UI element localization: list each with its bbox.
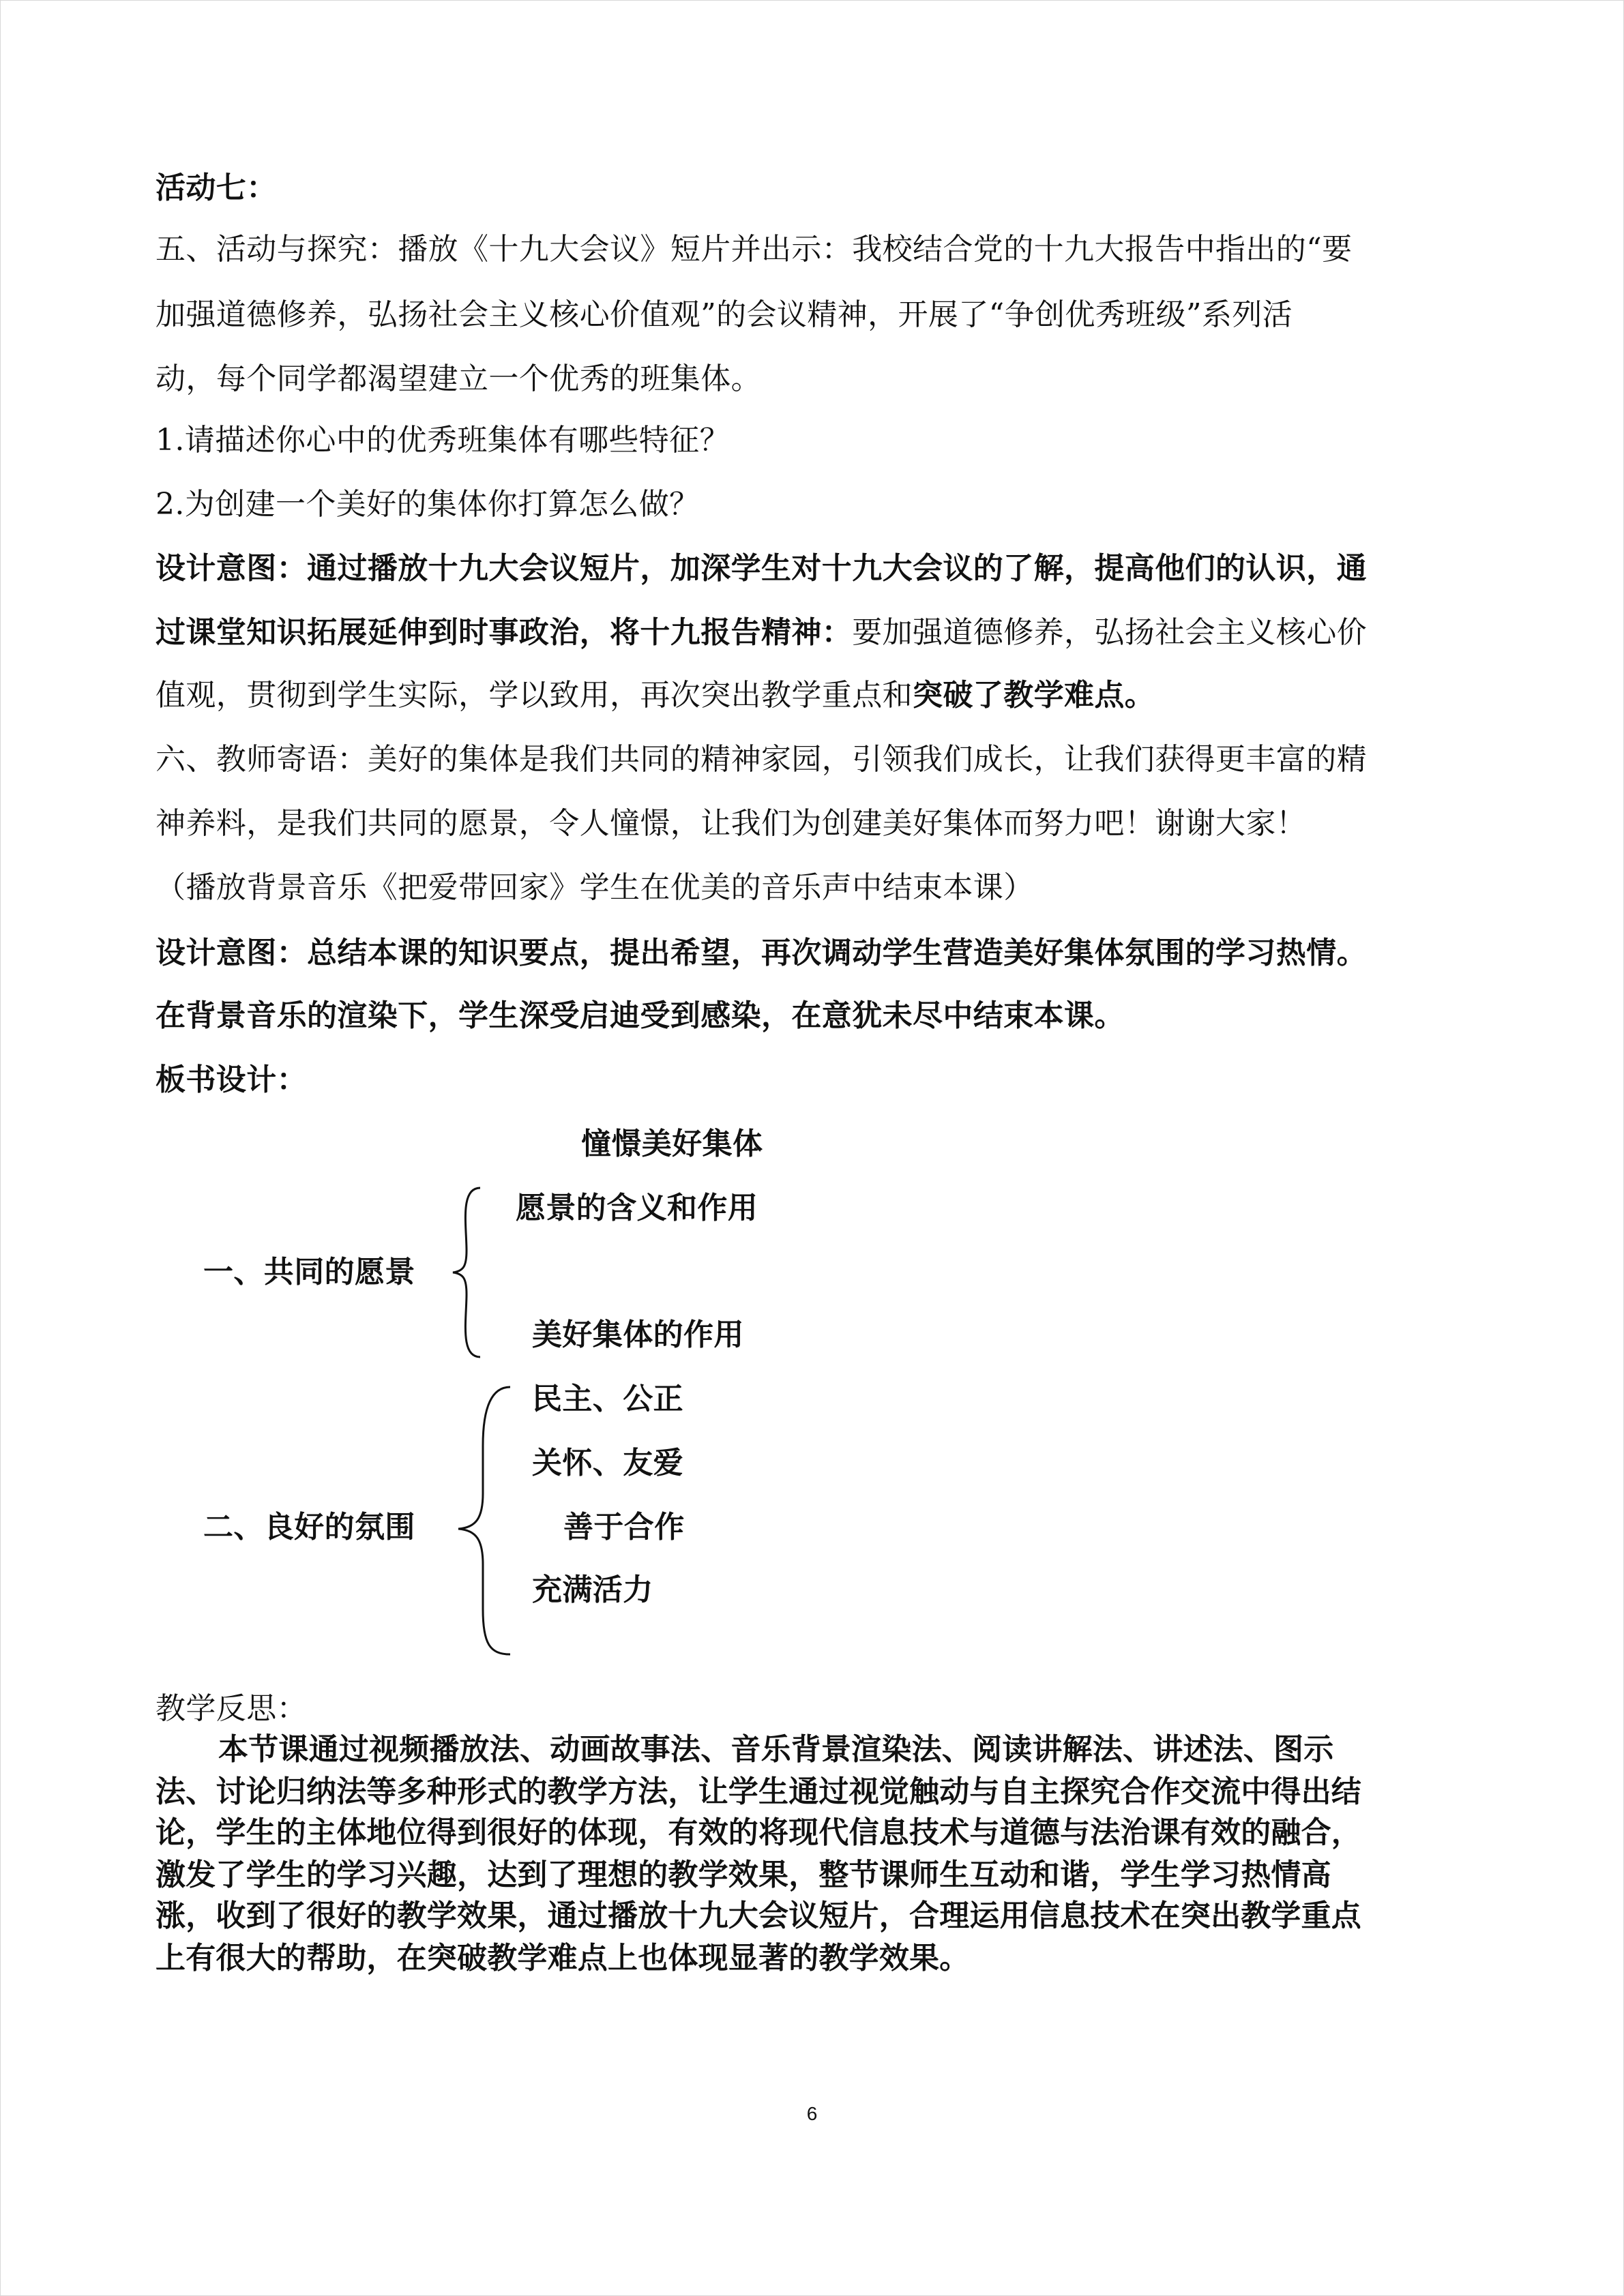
design-intent-1-line-2-plain: 要加强道德修养，弘扬社会主义核心价 — [852, 615, 1368, 650]
board-part1-label: 一、共同的愿景 — [203, 1255, 415, 1289]
reflection-line-2: 法、讨论归纳法等多种形式的教学方法，让学生通过视觉触动与自主探究合作交流中得出结 — [156, 1774, 1361, 1809]
design-intent-1-line-2-bold: 过课堂知识拓展延伸到时事政治，将十九报告精神： — [156, 615, 853, 650]
activity-heading: 活动七： — [156, 170, 277, 205]
reflection-line-3: 论，学生的主体地位得到很好的体现，有效的将现代信息技术与道德与法治课有效的融合， — [156, 1815, 1361, 1850]
board-part2-item-3: 善于合作 — [563, 1510, 685, 1545]
board-part2-item-4: 充满活力 — [532, 1572, 653, 1607]
reflection-line-1: 本节课通过视频播放法、动画故事法、音乐背景渲染法、阅读讲解法、讲述法、图示 — [218, 1732, 1334, 1767]
design-intent-1-line-3 — [156, 675, 1155, 716]
section6-line-2: 神养料，是我们共同的愿景，令人憧憬，让我们为创建美好集体而努力吧！谢谢大家！ — [156, 806, 1307, 841]
board-part2-brace — [456, 1384, 514, 1657]
board-heading: 板书设计： — [156, 1062, 307, 1097]
board-part2-item-1: 民主、公正 — [532, 1382, 683, 1416]
music-note: （播放背景音乐《把爱带回家》学生在优美的音乐声中结束本课） — [156, 870, 1034, 905]
design-intent-1-line-3-plain: 值观，贯彻到学生实际，学以致用，再次突出教学重点和 — [156, 678, 913, 713]
design-intent-2-line-2: 在背景音乐的渲染下，学生深受启迪受到感染，在意犹未尽中结束本课。 — [156, 998, 1125, 1033]
reflection-line-4: 激发了学生的学习兴趣，达到了理想的教学效果，整节课师生互动和谐，学生学习热情高 — [156, 1858, 1331, 1892]
question-1: 1.请描述你心中的优秀班集体有哪些特征？ — [156, 423, 730, 458]
design-intent-1-line-1: 设计意图：通过播放十九大会议短片，加深学生对十九大会议的了解，提高他们的认识，通 — [156, 551, 1367, 586]
board-part2-label: 二、良好的氛围 — [203, 1510, 415, 1545]
reflection-line-5: 涨，收到了很好的教学效果，通过播放十九大会议短片，合理运用信息技术在突出教学重点 — [156, 1898, 1361, 1933]
section5-line-3: 动，每个同学都渴望建立一个优秀的班集体。 — [156, 361, 761, 396]
section5-line-1: 五、活动与探究：播放《十九大会议》短片并出示：我校结合党的十九大报告中指出的“要 — [156, 232, 1353, 267]
section5-line-2: 加强道德修养，弘扬社会主义核心价值观”的会议精神，开展了“争创优秀班级”系列活 — [156, 297, 1293, 332]
reflection-heading: 教学反思： — [156, 1691, 307, 1726]
section6-line-1: 六、教师寄语：美好的集体是我们共同的精神家园，引领我们成长，让我们获得更丰富的精 — [156, 742, 1367, 777]
question-2: 2.为创建一个美好的集体你打算怎么做？ — [156, 487, 700, 522]
board-part1-item-1: 愿景的含义和作用 — [516, 1191, 758, 1225]
board-title: 憧憬美好集体 — [581, 1127, 763, 1161]
reflection-line-6: 上有很大的帮助，在突破教学难点上也体现显著的教学效果。 — [156, 1941, 970, 1976]
design-intent-1-line-3-bold: 突破了教学难点。 — [913, 678, 1155, 713]
board-part2-item-2: 关怀、友爱 — [532, 1446, 683, 1480]
board-part1-item-2: 美好集体的作用 — [532, 1317, 744, 1352]
design-intent-1-line-2 — [156, 612, 1367, 653]
design-intent-2-line-1: 设计意图：总结本课的知识要点，提出希望，再次调动学生营造美好集体氛围的学习热情。 — [156, 936, 1367, 970]
board-part1-brace — [450, 1185, 484, 1360]
page-number: 6 — [806, 2103, 818, 2124]
